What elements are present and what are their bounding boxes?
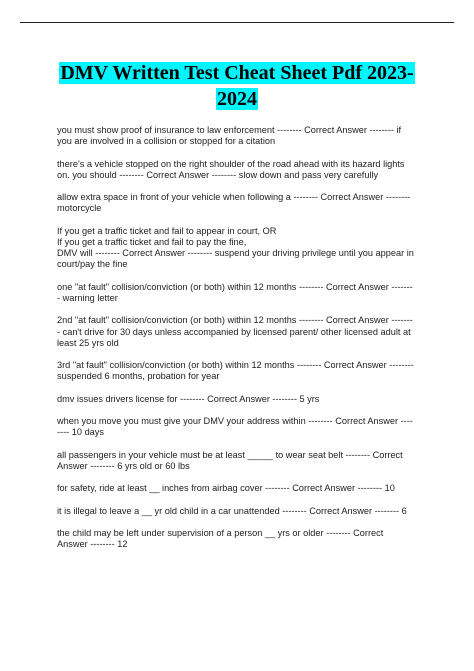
qa-line: If you get a traffic ticket and fail to appear in court, OR [57, 225, 277, 236]
qa-line: it is illegal to leave a __ yr old child in a car unattended -------- Correct Answer -------- 6 [57, 505, 407, 516]
qa-line: the child may be left under supervision of a person __ yrs or older -------- Correct [57, 528, 384, 539]
qa-line: - can't drive for 30 days unless accompanied by licensed parent/ other licensed adult at [57, 326, 411, 337]
qa-line: 2nd "at fault" collision/conviction (or both) within 12 months -------- Correct Answer ------- [57, 315, 413, 326]
qa-item [57, 416, 437, 438]
qa-list [57, 125, 437, 562]
qa-line: 3rd "at fault" collision/conviction (or both) within 12 months -------- Correct Answer -------- [57, 360, 414, 371]
qa-item [57, 394, 437, 405]
qa-item [57, 506, 437, 517]
qa-line: Answer -------- 12 [57, 539, 128, 550]
qa-line: allow extra space in front of your vehicle when following a -------- Correct Answer -------- [57, 192, 411, 203]
qa-item [57, 315, 437, 349]
qa-line: motorcycle [57, 203, 102, 214]
qa-item [57, 360, 437, 382]
document-title [59, 62, 414, 110]
title-line-1: DMV Written Test Cheat Sheet Pdf 2023- [60, 62, 414, 84]
qa-line: there's a vehicle stopped on the right shoulder of the road ahead with its hazard lights [57, 158, 405, 169]
qa-line: DMV will -------- Correct Answer -------- suspend your driving privilege until you appear in [57, 248, 414, 259]
qa-item [57, 159, 437, 181]
qa-line: least 25 yrs old [57, 337, 119, 348]
qa-item [57, 450, 437, 472]
qa-line: If you get a traffic ticket and fail to pay the fine, [57, 236, 247, 247]
qa-line: - warning letter [57, 292, 118, 303]
qa-line: for safety, ride at least __ inches from airbag cover -------- Correct Answer -------- 10 [57, 483, 395, 494]
qa-item [57, 226, 437, 271]
qa-line: dmv issues drivers license for -------- Correct Answer -------- 5 yrs [57, 393, 320, 404]
qa-line: suspended 6 months, probation for year [57, 371, 220, 382]
qa-line: Answer -------- 6 yrs old or 60 lbs [57, 460, 190, 471]
qa-line: one "at fault" collision/conviction (or both) within 12 months -------- Correct Answer ------- [57, 281, 413, 292]
header-rule [20, 22, 454, 23]
qa-line: court/pay the fine [57, 259, 128, 270]
qa-item [57, 282, 437, 304]
qa-line: you are involved in a collision or stopped for a citation [57, 136, 276, 147]
title-line-2: 2024 [217, 88, 257, 110]
qa-line: on. you should -------- Correct Answer -------- slow down and pass very carefully [57, 169, 379, 180]
qa-line: ---- 10 days [57, 427, 104, 438]
qa-line: all passengers in your vehicle must be at least _____ to wear seat belt -------- Correct [57, 449, 403, 460]
title-block [30, 60, 444, 112]
qa-item [57, 125, 437, 147]
qa-item [57, 528, 437, 550]
qa-line: when you move you must give your DMV your address within -------- Correct Answer ---- [57, 416, 413, 427]
qa-item [57, 483, 437, 494]
qa-item [57, 192, 437, 214]
qa-line: you must show proof of insurance to law enforcement -------- Correct Answer -------- if [57, 125, 402, 135]
